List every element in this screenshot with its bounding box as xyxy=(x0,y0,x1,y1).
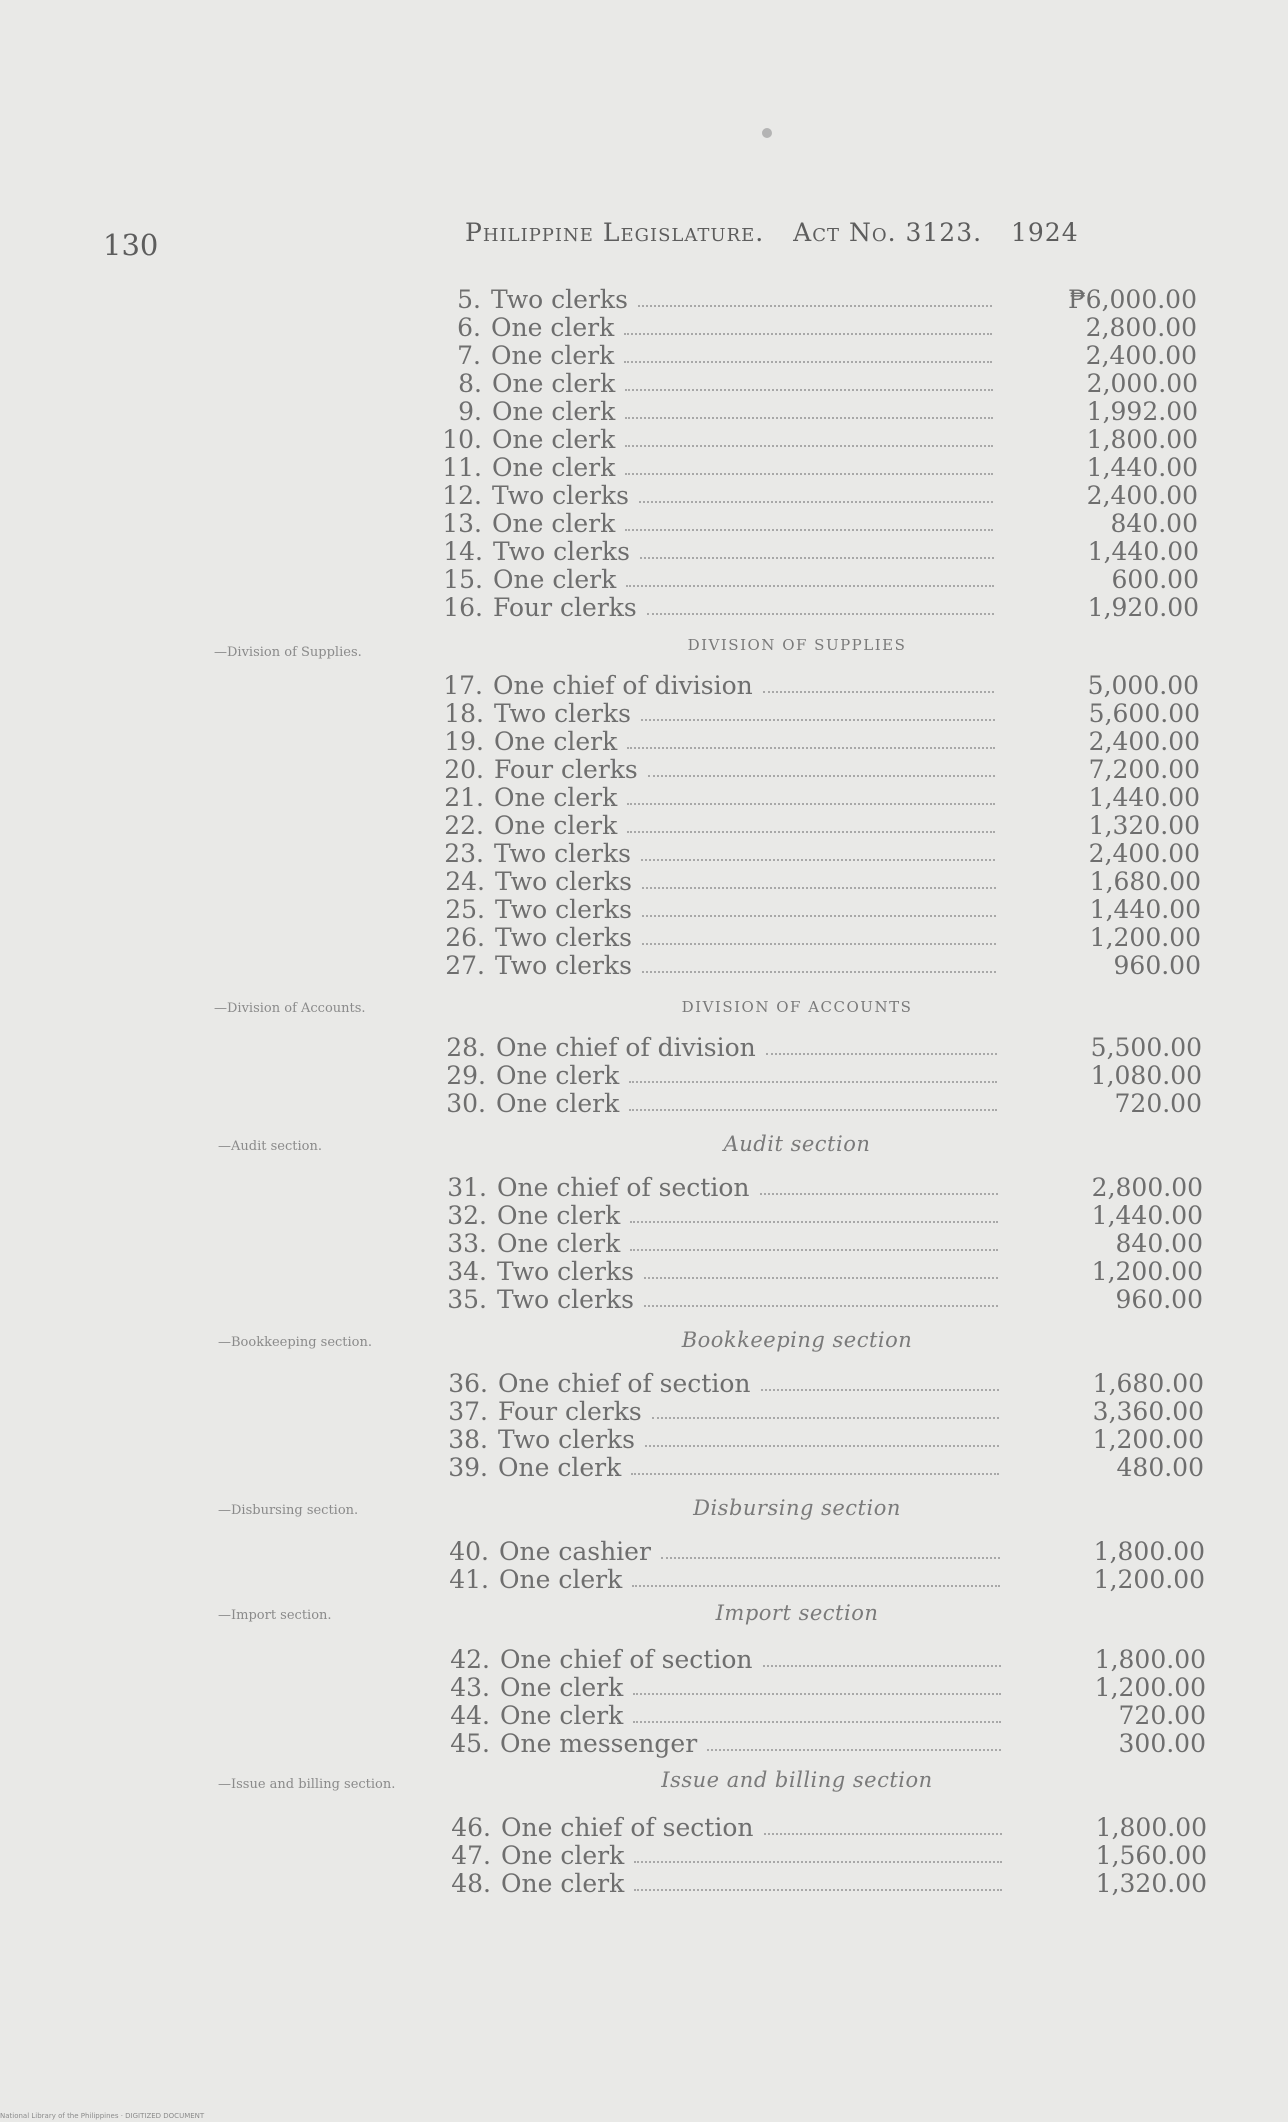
item-number: 35. xyxy=(447,1285,487,1314)
item-description: One chief of division xyxy=(496,1033,756,1062)
item-amount: 1,440.00 xyxy=(1087,537,1199,566)
item-line xyxy=(439,566,1199,594)
item-line xyxy=(439,594,1199,622)
dot-leader xyxy=(645,1445,999,1447)
item-amount: 2,000.00 xyxy=(1086,369,1198,398)
item-description: One clerk xyxy=(494,727,618,756)
heading-audit-section: Audit section xyxy=(723,1132,871,1156)
item-amount: 1,080.00 xyxy=(1090,1061,1202,1090)
item-line xyxy=(437,342,1197,370)
item-line xyxy=(439,538,1199,566)
item-line xyxy=(443,1258,1203,1286)
item-number: 15. xyxy=(443,565,483,594)
item-description: Two clerks xyxy=(497,1285,634,1314)
heading-disbursing-section: Disbursing section xyxy=(693,1496,901,1520)
item-description: Two clerks xyxy=(497,1257,634,1286)
dot-leader xyxy=(629,1081,997,1083)
dot-leader xyxy=(641,719,995,721)
item-amount: 1,200.00 xyxy=(1092,1425,1204,1454)
item-amount: 1,200.00 xyxy=(1093,1565,1205,1594)
dot-leader xyxy=(639,501,993,503)
item-number: 36. xyxy=(448,1369,488,1398)
item-number: 38. xyxy=(448,1425,488,1454)
item-number: 40. xyxy=(449,1537,489,1566)
dot-leader xyxy=(642,887,996,889)
margin-note-disbursing: —Disbursing section. xyxy=(218,1503,359,1518)
item-line xyxy=(438,398,1198,426)
item-amount: 1,800.00 xyxy=(1093,1537,1205,1566)
item-line xyxy=(442,1034,1202,1062)
item-line xyxy=(441,924,1201,952)
dot-leader xyxy=(632,1585,1000,1587)
item-number: 31. xyxy=(447,1173,487,1202)
item-line xyxy=(440,700,1200,728)
item-amount: 1,680.00 xyxy=(1092,1369,1204,1398)
dot-leader xyxy=(640,557,994,559)
item-amount: 2,400.00 xyxy=(1086,481,1198,510)
item-number: 13. xyxy=(442,509,482,538)
dot-leader xyxy=(625,445,993,447)
item-number: 33. xyxy=(447,1229,487,1258)
item-description: One clerk xyxy=(492,453,616,482)
item-description: One chief of section xyxy=(501,1813,754,1842)
dot-leader xyxy=(634,1889,1002,1891)
dot-leader xyxy=(707,1749,1001,1751)
dot-leader xyxy=(652,1417,999,1419)
dot-leader xyxy=(625,417,993,419)
dot-leader xyxy=(624,333,992,335)
heading-issue-billing-section: Issue and billing section xyxy=(661,1768,933,1792)
item-number: 41. xyxy=(449,1565,489,1594)
dot-leader xyxy=(644,1305,998,1307)
item-line xyxy=(439,672,1199,700)
item-amount: 1,920.00 xyxy=(1087,593,1199,622)
item-number: 24. xyxy=(445,867,485,896)
item-description: Two clerks xyxy=(492,481,629,510)
margin-note-bookkeeping: —Bookkeeping section. xyxy=(218,1335,373,1350)
dot-leader xyxy=(626,585,994,587)
item-line xyxy=(443,1230,1203,1258)
dot-leader xyxy=(763,691,994,693)
item-description: One chief of section xyxy=(497,1173,750,1202)
item-line xyxy=(440,756,1200,784)
item-description: One clerk xyxy=(496,1089,620,1118)
item-description: Two clerks xyxy=(498,1425,635,1454)
item-line xyxy=(441,868,1201,896)
item-description: One cashier xyxy=(499,1537,651,1566)
item-description: One clerk xyxy=(492,369,616,398)
item-description: Two clerks xyxy=(495,895,632,924)
item-line xyxy=(445,1566,1205,1594)
item-line xyxy=(447,1870,1207,1898)
item-line xyxy=(438,482,1198,510)
item-number: 7. xyxy=(457,341,481,370)
item-amount: 2,800.00 xyxy=(1091,1173,1203,1202)
item-description: Four clerks xyxy=(493,593,637,622)
item-description: One clerk xyxy=(500,1673,624,1702)
item-amount: 5,500.00 xyxy=(1090,1033,1202,1062)
dot-leader xyxy=(625,529,993,531)
item-number: 12. xyxy=(442,481,482,510)
item-amount: ₱6,000.00 xyxy=(1068,285,1197,314)
heading-bookkeeping-section: Bookkeeping section xyxy=(681,1328,913,1352)
item-number: 11. xyxy=(442,453,482,482)
item-line xyxy=(440,784,1200,812)
item-amount: 1,440.00 xyxy=(1088,783,1200,812)
item-line xyxy=(447,1814,1207,1842)
item-amount: 960.00 xyxy=(1115,1285,1203,1314)
item-description: One clerk xyxy=(497,1229,621,1258)
dot-leader xyxy=(761,1389,999,1391)
dot-leader xyxy=(644,1277,998,1279)
item-line xyxy=(440,728,1200,756)
item-amount: 1,992.00 xyxy=(1086,397,1198,426)
item-line xyxy=(446,1674,1206,1702)
dot-leader xyxy=(629,1109,997,1111)
header-legislature: Philippine Legislature. xyxy=(465,218,765,247)
item-number: 22. xyxy=(444,811,484,840)
item-line xyxy=(437,314,1197,342)
dot-leader xyxy=(633,1721,1001,1723)
page-number: 130 xyxy=(103,228,159,262)
dot-leader xyxy=(641,859,995,861)
item-number: 42. xyxy=(450,1645,490,1674)
item-amount: 960.00 xyxy=(1113,951,1201,980)
item-description: One clerk xyxy=(500,1701,624,1730)
dot-leader xyxy=(642,971,996,973)
item-line xyxy=(446,1646,1206,1674)
item-amount: 480.00 xyxy=(1116,1453,1204,1482)
item-amount: 720.00 xyxy=(1114,1089,1202,1118)
dot-leader xyxy=(630,1249,998,1251)
item-line xyxy=(444,1426,1204,1454)
item-line xyxy=(444,1370,1204,1398)
item-line xyxy=(438,454,1198,482)
item-line xyxy=(443,1174,1203,1202)
dot-leader xyxy=(630,1221,998,1223)
item-number: 21. xyxy=(444,783,484,812)
item-description: One clerk xyxy=(501,1841,625,1870)
item-number: 29. xyxy=(446,1061,486,1090)
item-line xyxy=(446,1702,1206,1730)
item-number: 34. xyxy=(447,1257,487,1286)
item-amount: 300.00 xyxy=(1118,1729,1206,1758)
item-description: One chief of division xyxy=(493,671,753,700)
item-description: Two clerks xyxy=(493,537,630,566)
item-number: 27. xyxy=(445,951,485,980)
item-amount: 2,400.00 xyxy=(1088,727,1200,756)
item-line xyxy=(441,952,1201,980)
item-number: 8. xyxy=(458,369,482,398)
item-amount: 1,800.00 xyxy=(1095,1813,1207,1842)
item-line xyxy=(438,426,1198,454)
dot-leader xyxy=(627,831,995,833)
dot-leader xyxy=(634,1861,1002,1863)
item-description: Two clerks xyxy=(494,699,631,728)
item-description: One clerk xyxy=(497,1201,621,1230)
item-amount: 1,560.00 xyxy=(1095,1841,1207,1870)
item-amount: 840.00 xyxy=(1110,509,1198,538)
item-amount: 1,200.00 xyxy=(1094,1673,1206,1702)
item-number: 48. xyxy=(451,1869,491,1898)
item-number: 46. xyxy=(451,1813,491,1842)
item-number: 45. xyxy=(450,1729,490,1758)
dot-leader xyxy=(766,1053,997,1055)
item-amount: 2,400.00 xyxy=(1085,341,1197,370)
item-number: 19. xyxy=(444,727,484,756)
dot-leader xyxy=(763,1665,1001,1667)
item-line xyxy=(446,1730,1206,1758)
item-description: One clerk xyxy=(491,341,615,370)
item-description: One clerk xyxy=(492,509,616,538)
item-line xyxy=(437,286,1197,314)
item-number: 6. xyxy=(457,313,481,342)
dot-leader xyxy=(760,1193,998,1195)
item-amount: 3,360.00 xyxy=(1092,1397,1204,1426)
item-description: One clerk xyxy=(501,1869,625,1898)
item-description: One clerk xyxy=(494,811,618,840)
item-description: One clerk xyxy=(496,1061,620,1090)
dot-leader xyxy=(625,389,993,391)
item-number: 28. xyxy=(446,1033,486,1062)
heading-division-of-accounts: DIVISION OF ACCOUNTS xyxy=(681,998,913,1016)
item-description: One clerk xyxy=(492,397,616,426)
item-amount: 1,800.00 xyxy=(1086,425,1198,454)
item-amount: 1,440.00 xyxy=(1089,895,1201,924)
item-description: Four clerks xyxy=(494,755,638,784)
item-number: 47. xyxy=(451,1841,491,1870)
item-amount: 720.00 xyxy=(1118,1701,1206,1730)
dot-leader xyxy=(642,943,996,945)
heading-import-section: Import section xyxy=(715,1601,879,1625)
item-description: One messenger xyxy=(500,1729,698,1758)
item-line xyxy=(447,1842,1207,1870)
item-number: 18. xyxy=(444,699,484,728)
item-amount: 1,200.00 xyxy=(1091,1257,1203,1286)
item-amount: 1,680.00 xyxy=(1089,867,1201,896)
item-line xyxy=(440,812,1200,840)
item-line xyxy=(443,1286,1203,1314)
item-number: 20. xyxy=(444,755,484,784)
item-number: 43. xyxy=(450,1673,490,1702)
heading-division-of-supplies: DIVISION OF SUPPLIES xyxy=(687,636,907,654)
item-amount: 5,000.00 xyxy=(1087,671,1199,700)
item-line xyxy=(440,840,1200,868)
item-description: Two clerks xyxy=(491,285,628,314)
item-number: 14. xyxy=(443,537,483,566)
digitization-credit: National Library of the Philippines · DIGITIZED DOCUMENT xyxy=(0,2112,205,2120)
item-line xyxy=(438,370,1198,398)
item-amount: 1,320.00 xyxy=(1088,811,1200,840)
item-number: 9. xyxy=(458,397,482,426)
header-act: Act No. 3123. xyxy=(793,218,983,247)
item-amount: 1,200.00 xyxy=(1089,923,1201,952)
dot-leader xyxy=(631,1473,999,1475)
header-year: 1924 xyxy=(1011,218,1079,247)
item-number: 32. xyxy=(447,1201,487,1230)
dot-leader xyxy=(625,473,993,475)
item-amount: 2,400.00 xyxy=(1088,839,1200,868)
item-description: One chief of section xyxy=(498,1369,751,1398)
item-description: One clerk xyxy=(494,783,618,812)
dot-leader xyxy=(624,361,992,363)
dot-leader xyxy=(648,775,995,777)
item-amount: 2,800.00 xyxy=(1085,313,1197,342)
dot-leader xyxy=(764,1833,1002,1835)
margin-note-import: —Import section. xyxy=(218,1608,332,1623)
item-description: One clerk xyxy=(493,565,617,594)
item-amount: 1,440.00 xyxy=(1091,1201,1203,1230)
running-header xyxy=(465,218,1099,247)
item-number: 17. xyxy=(443,671,483,700)
margin-note-issue-billing: —Issue and billing section. xyxy=(218,1777,396,1792)
item-number: 5. xyxy=(457,285,481,314)
item-description: One clerk xyxy=(498,1453,622,1482)
item-amount: 1,800.00 xyxy=(1094,1645,1206,1674)
item-description: Two clerks xyxy=(495,923,632,952)
item-amount: 1,440.00 xyxy=(1086,453,1198,482)
item-line xyxy=(442,1062,1202,1090)
item-description: Two clerks xyxy=(495,867,632,896)
item-number: 23. xyxy=(444,839,484,868)
item-number: 16. xyxy=(443,593,483,622)
item-line xyxy=(442,1090,1202,1118)
margin-note-supplies: —Division of Supplies. xyxy=(214,645,362,660)
item-description: One chief of section xyxy=(500,1645,753,1674)
dot-leader xyxy=(661,1557,1000,1559)
dot-leader xyxy=(642,915,996,917)
item-description: One clerk xyxy=(499,1565,623,1594)
item-line xyxy=(438,510,1198,538)
margin-note-audit: —Audit section. xyxy=(218,1139,322,1154)
item-amount: 840.00 xyxy=(1115,1229,1203,1258)
item-number: 44. xyxy=(450,1701,490,1730)
item-line xyxy=(445,1538,1205,1566)
ink-speck xyxy=(762,128,772,138)
item-number: 30. xyxy=(446,1089,486,1118)
item-amount: 600.00 xyxy=(1111,565,1199,594)
item-line xyxy=(441,896,1201,924)
item-line xyxy=(443,1202,1203,1230)
item-number: 26. xyxy=(445,923,485,952)
item-number: 39. xyxy=(448,1453,488,1482)
dot-leader xyxy=(647,613,994,615)
item-description: Four clerks xyxy=(498,1397,642,1426)
item-number: 10. xyxy=(442,425,482,454)
item-amount: 5,600.00 xyxy=(1088,699,1200,728)
item-number: 25. xyxy=(445,895,485,924)
item-number: 37. xyxy=(448,1397,488,1426)
item-description: Two clerks xyxy=(495,951,632,980)
dot-leader xyxy=(627,803,995,805)
dot-leader xyxy=(633,1693,1001,1695)
item-line xyxy=(444,1454,1204,1482)
item-line xyxy=(444,1398,1204,1426)
item-amount: 7,200.00 xyxy=(1088,755,1200,784)
item-description: Two clerks xyxy=(494,839,631,868)
item-description: One clerk xyxy=(492,425,616,454)
margin-note-accounts: —Division of Accounts. xyxy=(214,1001,366,1016)
item-description: One clerk xyxy=(491,313,615,342)
dot-leader xyxy=(638,305,992,307)
dot-leader xyxy=(627,747,995,749)
item-amount: 1,320.00 xyxy=(1095,1869,1207,1898)
